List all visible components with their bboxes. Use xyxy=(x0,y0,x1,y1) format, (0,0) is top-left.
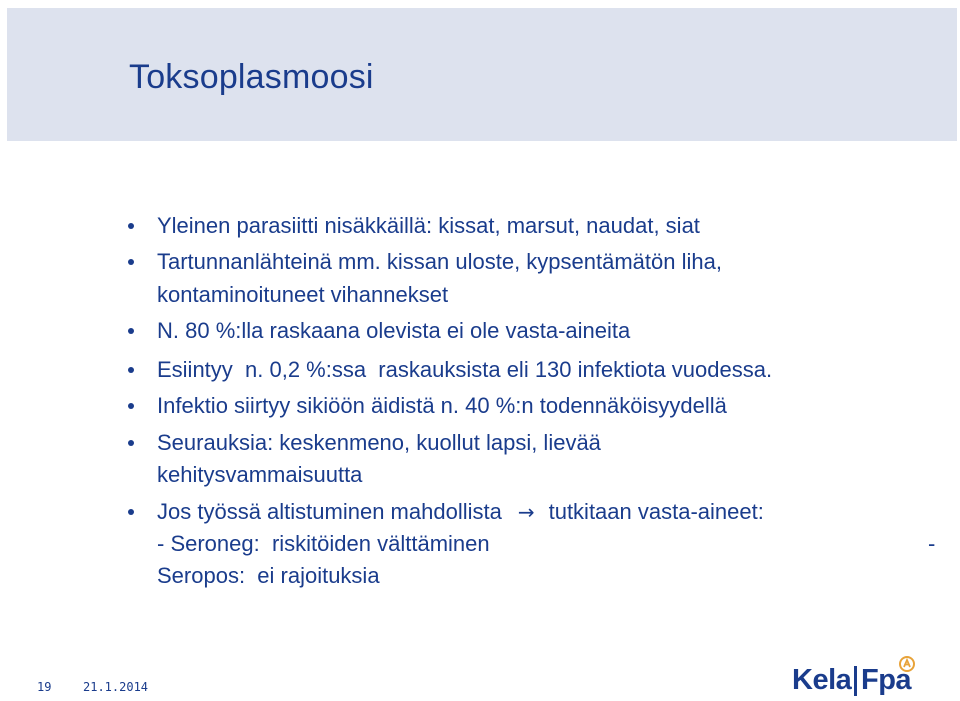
logo-text-kela: Kela xyxy=(792,664,852,696)
dash-text: - xyxy=(928,531,936,556)
seropositive-text: Seropos: ei rajoituksia xyxy=(157,563,380,588)
bullet-text: Yleinen parasiitti nisäkkäillä: kissat, marsut, naudat, siat xyxy=(157,213,700,238)
bullet-text: Tartunnanlähteinä mm. kissan uloste, kypsentämätön liha, xyxy=(157,249,722,274)
bullet-text: Infektio siirtyy sikiöön äidistä n. 40 %:n todennäköisyydellä xyxy=(157,393,727,418)
logo-separator xyxy=(854,666,857,696)
right-arrow-icon: → xyxy=(517,500,535,524)
bullet-text-continuation: kontaminoituneet vihannekset xyxy=(157,282,449,307)
kela-fpa-logo xyxy=(792,656,917,698)
bullet-dot xyxy=(128,440,134,446)
bullet-dot xyxy=(128,259,134,265)
bullet-text: Seurauksia: keskenmeno, kuollut lapsi, lievää xyxy=(157,430,601,455)
slide-title: Toksoplasmoosi xyxy=(129,58,374,96)
bullet-dot xyxy=(128,223,134,229)
bullet-dot xyxy=(128,367,134,373)
bullet-dot xyxy=(128,509,134,515)
seronegative-text: - Seroneg: riskitöiden välttäminen xyxy=(157,531,490,556)
logo-badge-icon xyxy=(899,656,915,672)
bullet-text xyxy=(157,499,764,525)
bullet-dot xyxy=(128,328,134,334)
bullet-dot xyxy=(128,403,134,409)
footer-date: 21.1.2014 xyxy=(83,680,149,694)
logo-text-fpa: Fpa xyxy=(861,664,912,696)
bullet-text-continuation: kehitysvammaisuutta xyxy=(157,462,363,487)
bullet-text: Esiintyy n. 0,2 %:ssa raskauksista eli 130 infektiota vuodessa. xyxy=(157,357,773,382)
page-number: 19 xyxy=(37,680,52,694)
bullet-text: N. 80 %:lla raskaana olevista ei ole vasta-aineita xyxy=(157,318,631,343)
antibody-test-text: tutkitaan vasta-aineet: xyxy=(548,499,764,524)
exposure-text: Jos työssä altistuminen mahdollista xyxy=(157,499,502,524)
